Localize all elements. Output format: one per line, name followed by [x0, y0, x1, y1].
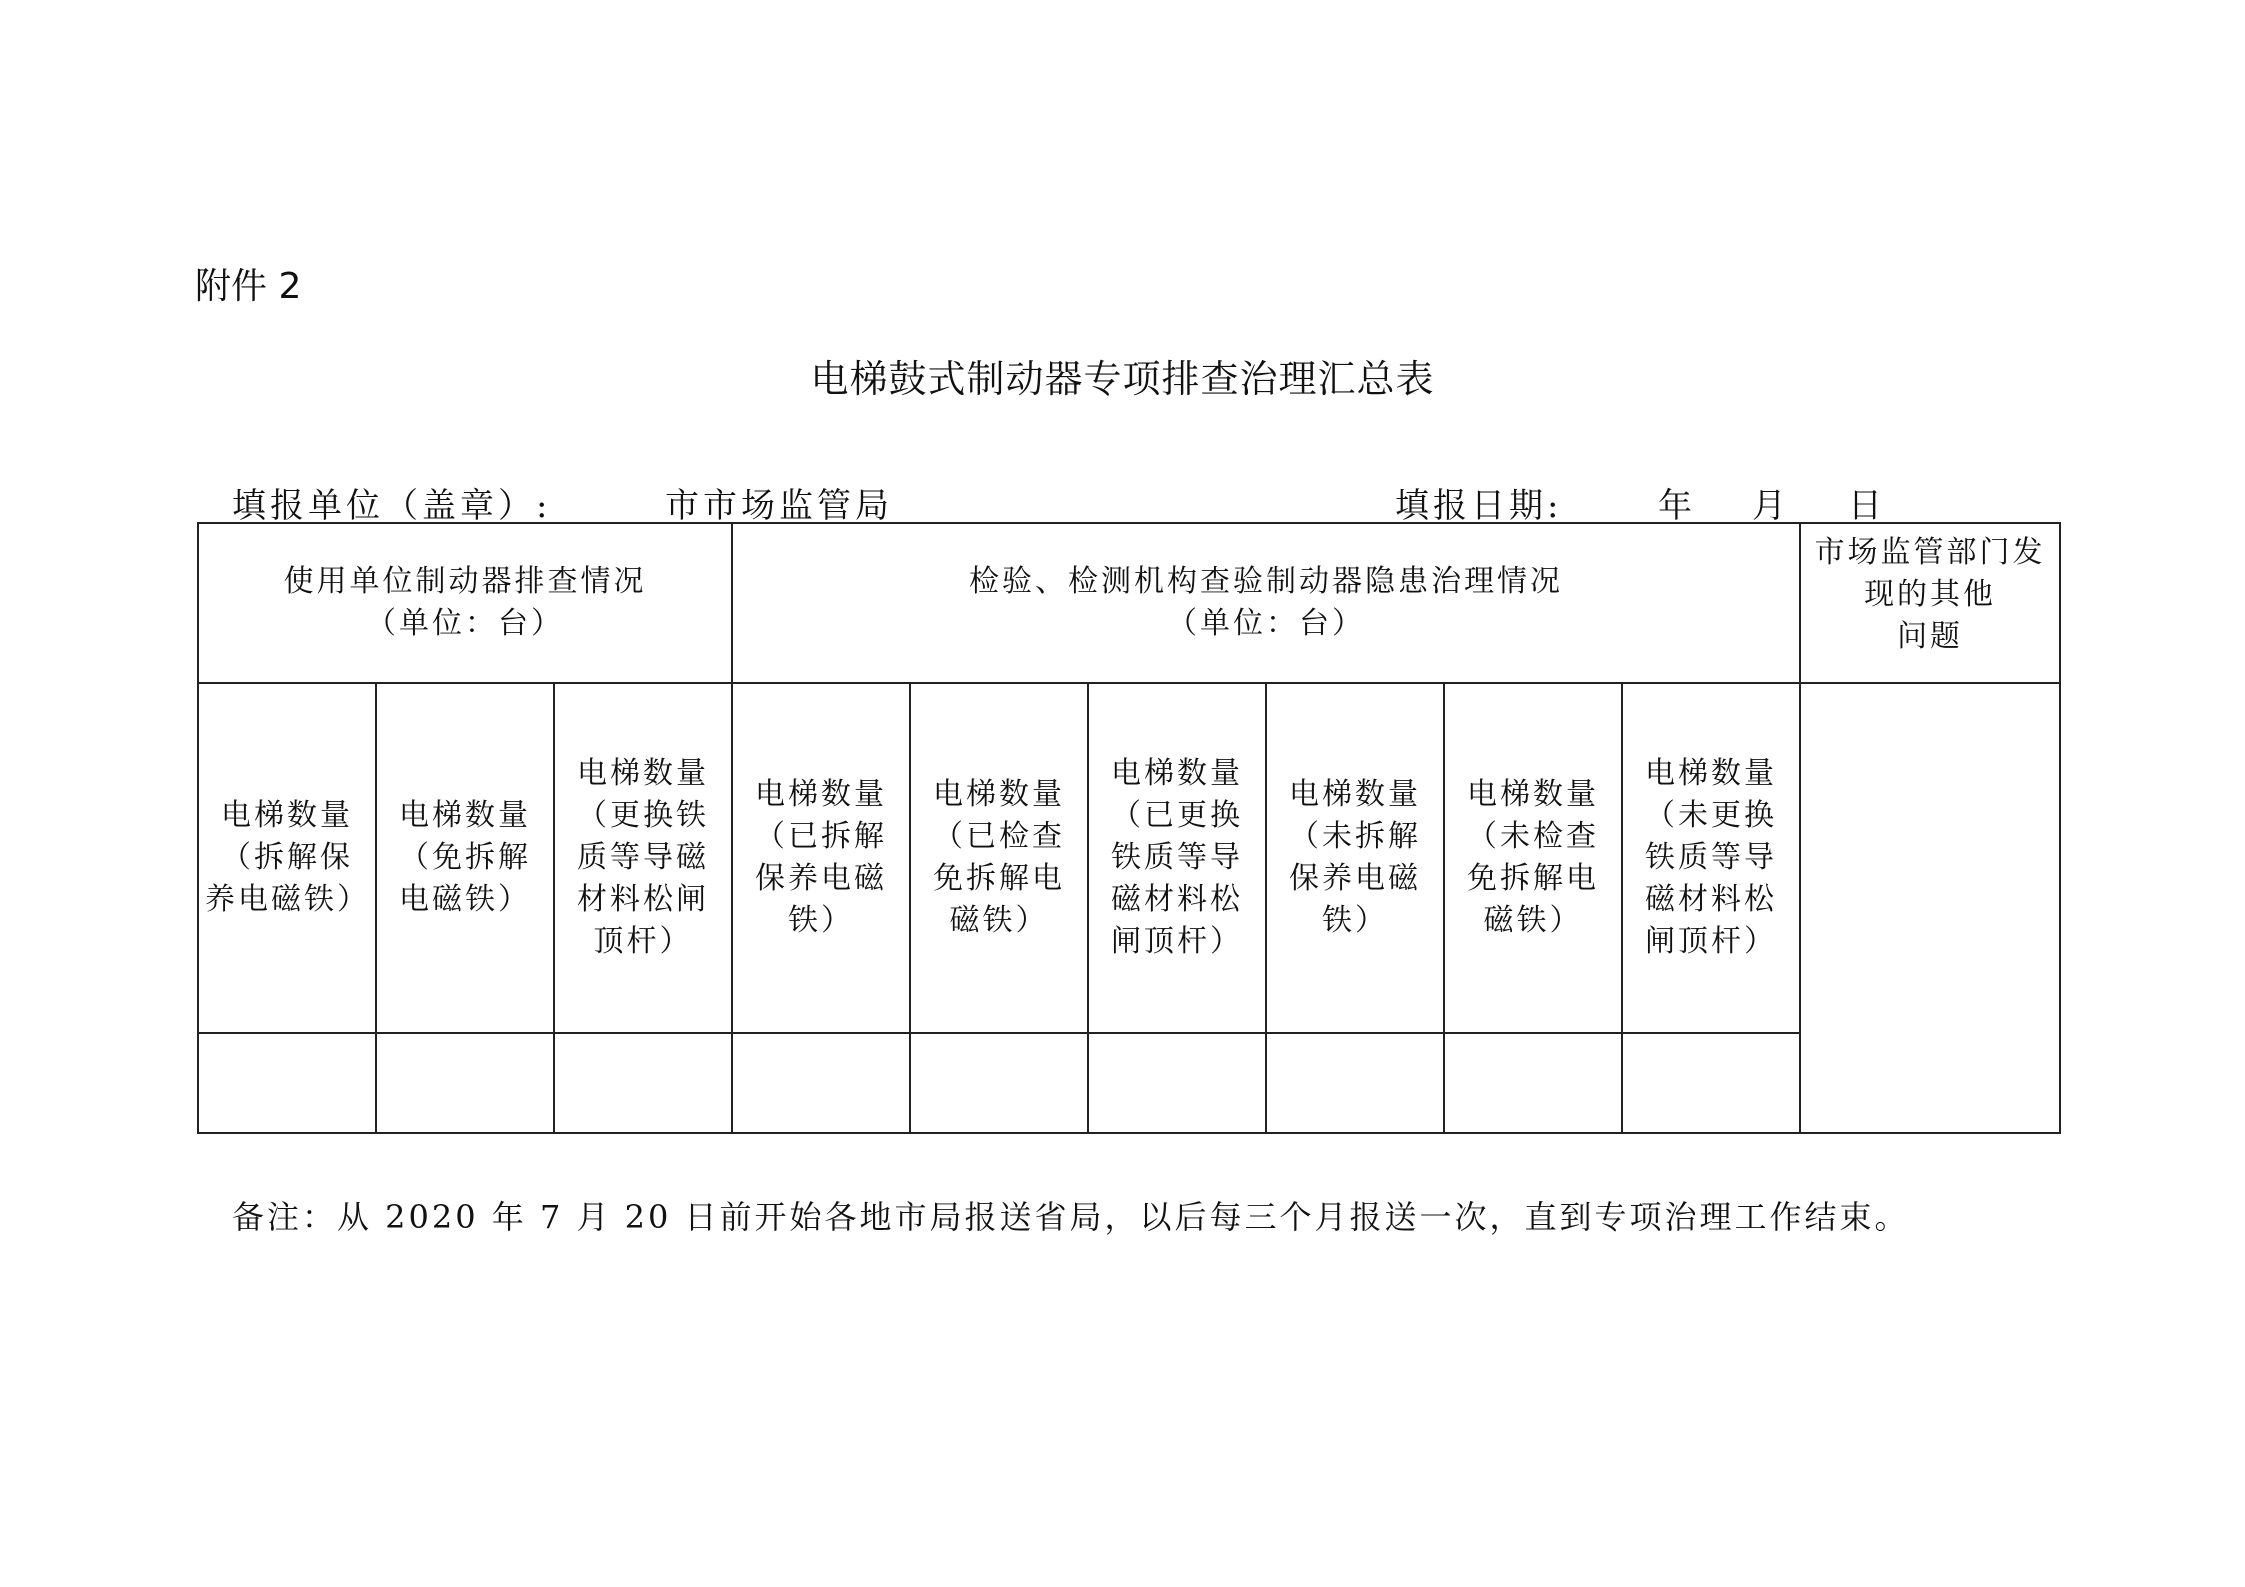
- other-issues-line1: 市场监管部门发: [1814, 535, 2046, 570]
- group-header-inspection: [732, 523, 1800, 683]
- group-inspection-title: 检验、检测机构查验制动器隐患治理情况: [969, 564, 1564, 599]
- data-cell: [554, 1033, 732, 1133]
- group-header-other-issues: [1800, 523, 2060, 683]
- column-header: 电梯数量（未检查免拆解电磁铁）: [1444, 683, 1622, 1033]
- fill-unit-label: 填报单位（盖章）:: [232, 486, 552, 526]
- group-header-usage-check: [198, 523, 732, 683]
- column-header: 电梯数量（更换铁质等导磁材料松闸顶杆）: [554, 683, 732, 1033]
- column-header-row: [198, 683, 2060, 1033]
- data-cell: [198, 1033, 376, 1133]
- document-title: 电梯鼓式制动器专项排查治理汇总表: [810, 357, 1435, 401]
- fill-date-day: 日: [1848, 486, 1886, 526]
- data-cell: [732, 1033, 910, 1133]
- group-usage-title: 使用单位制动器排查情况: [283, 564, 647, 599]
- data-cell: [1622, 1033, 1800, 1133]
- summary-table: [197, 522, 2061, 1134]
- data-entry-row: [198, 1033, 2060, 1133]
- column-header: 电梯数量（未拆解保养电磁铁）: [1266, 683, 1444, 1033]
- other-issues-line3: 问题: [1897, 619, 1964, 654]
- fill-unit-value: 市市场监管局: [665, 486, 893, 526]
- column-header: 电梯数量（未更换铁质等导磁材料松闸顶杆）: [1622, 683, 1800, 1033]
- other-issues-line2: 现的其他: [1864, 577, 1997, 612]
- remark-note: 备注：从 2020 年 7 月 20 日前开始各地市局报送省局，以后每三个月报送一次，直到专项治理工作结束。: [232, 1198, 1910, 1236]
- group-usage-unit: （单位：台）: [366, 606, 565, 641]
- column-header: 电梯数量（免拆解电磁铁）: [376, 683, 554, 1033]
- group-inspection-unit: （单位：台）: [1167, 606, 1366, 641]
- fill-date-label: 填报日期:: [1395, 486, 1563, 526]
- column-header: 电梯数量（已检查免拆解电磁铁）: [910, 683, 1088, 1033]
- data-cell: [1088, 1033, 1266, 1133]
- attachment-label: 附件 2: [195, 266, 302, 307]
- fill-date-year: 年: [1658, 486, 1696, 526]
- column-header: 电梯数量（已更换铁质等导磁材料松闸顶杆）: [1088, 683, 1266, 1033]
- column-header: 电梯数量（已拆解保养电磁铁）: [732, 683, 910, 1033]
- fill-date-month: 月: [1752, 486, 1790, 526]
- column-header: 电梯数量（拆解保养电磁铁）: [198, 683, 376, 1033]
- data-cell: [1266, 1033, 1444, 1133]
- data-cell: [910, 1033, 1088, 1133]
- group-header-row: [198, 523, 2060, 683]
- data-cell: [376, 1033, 554, 1133]
- other-issues-cell: [1800, 683, 2060, 1133]
- data-cell: [1444, 1033, 1622, 1133]
